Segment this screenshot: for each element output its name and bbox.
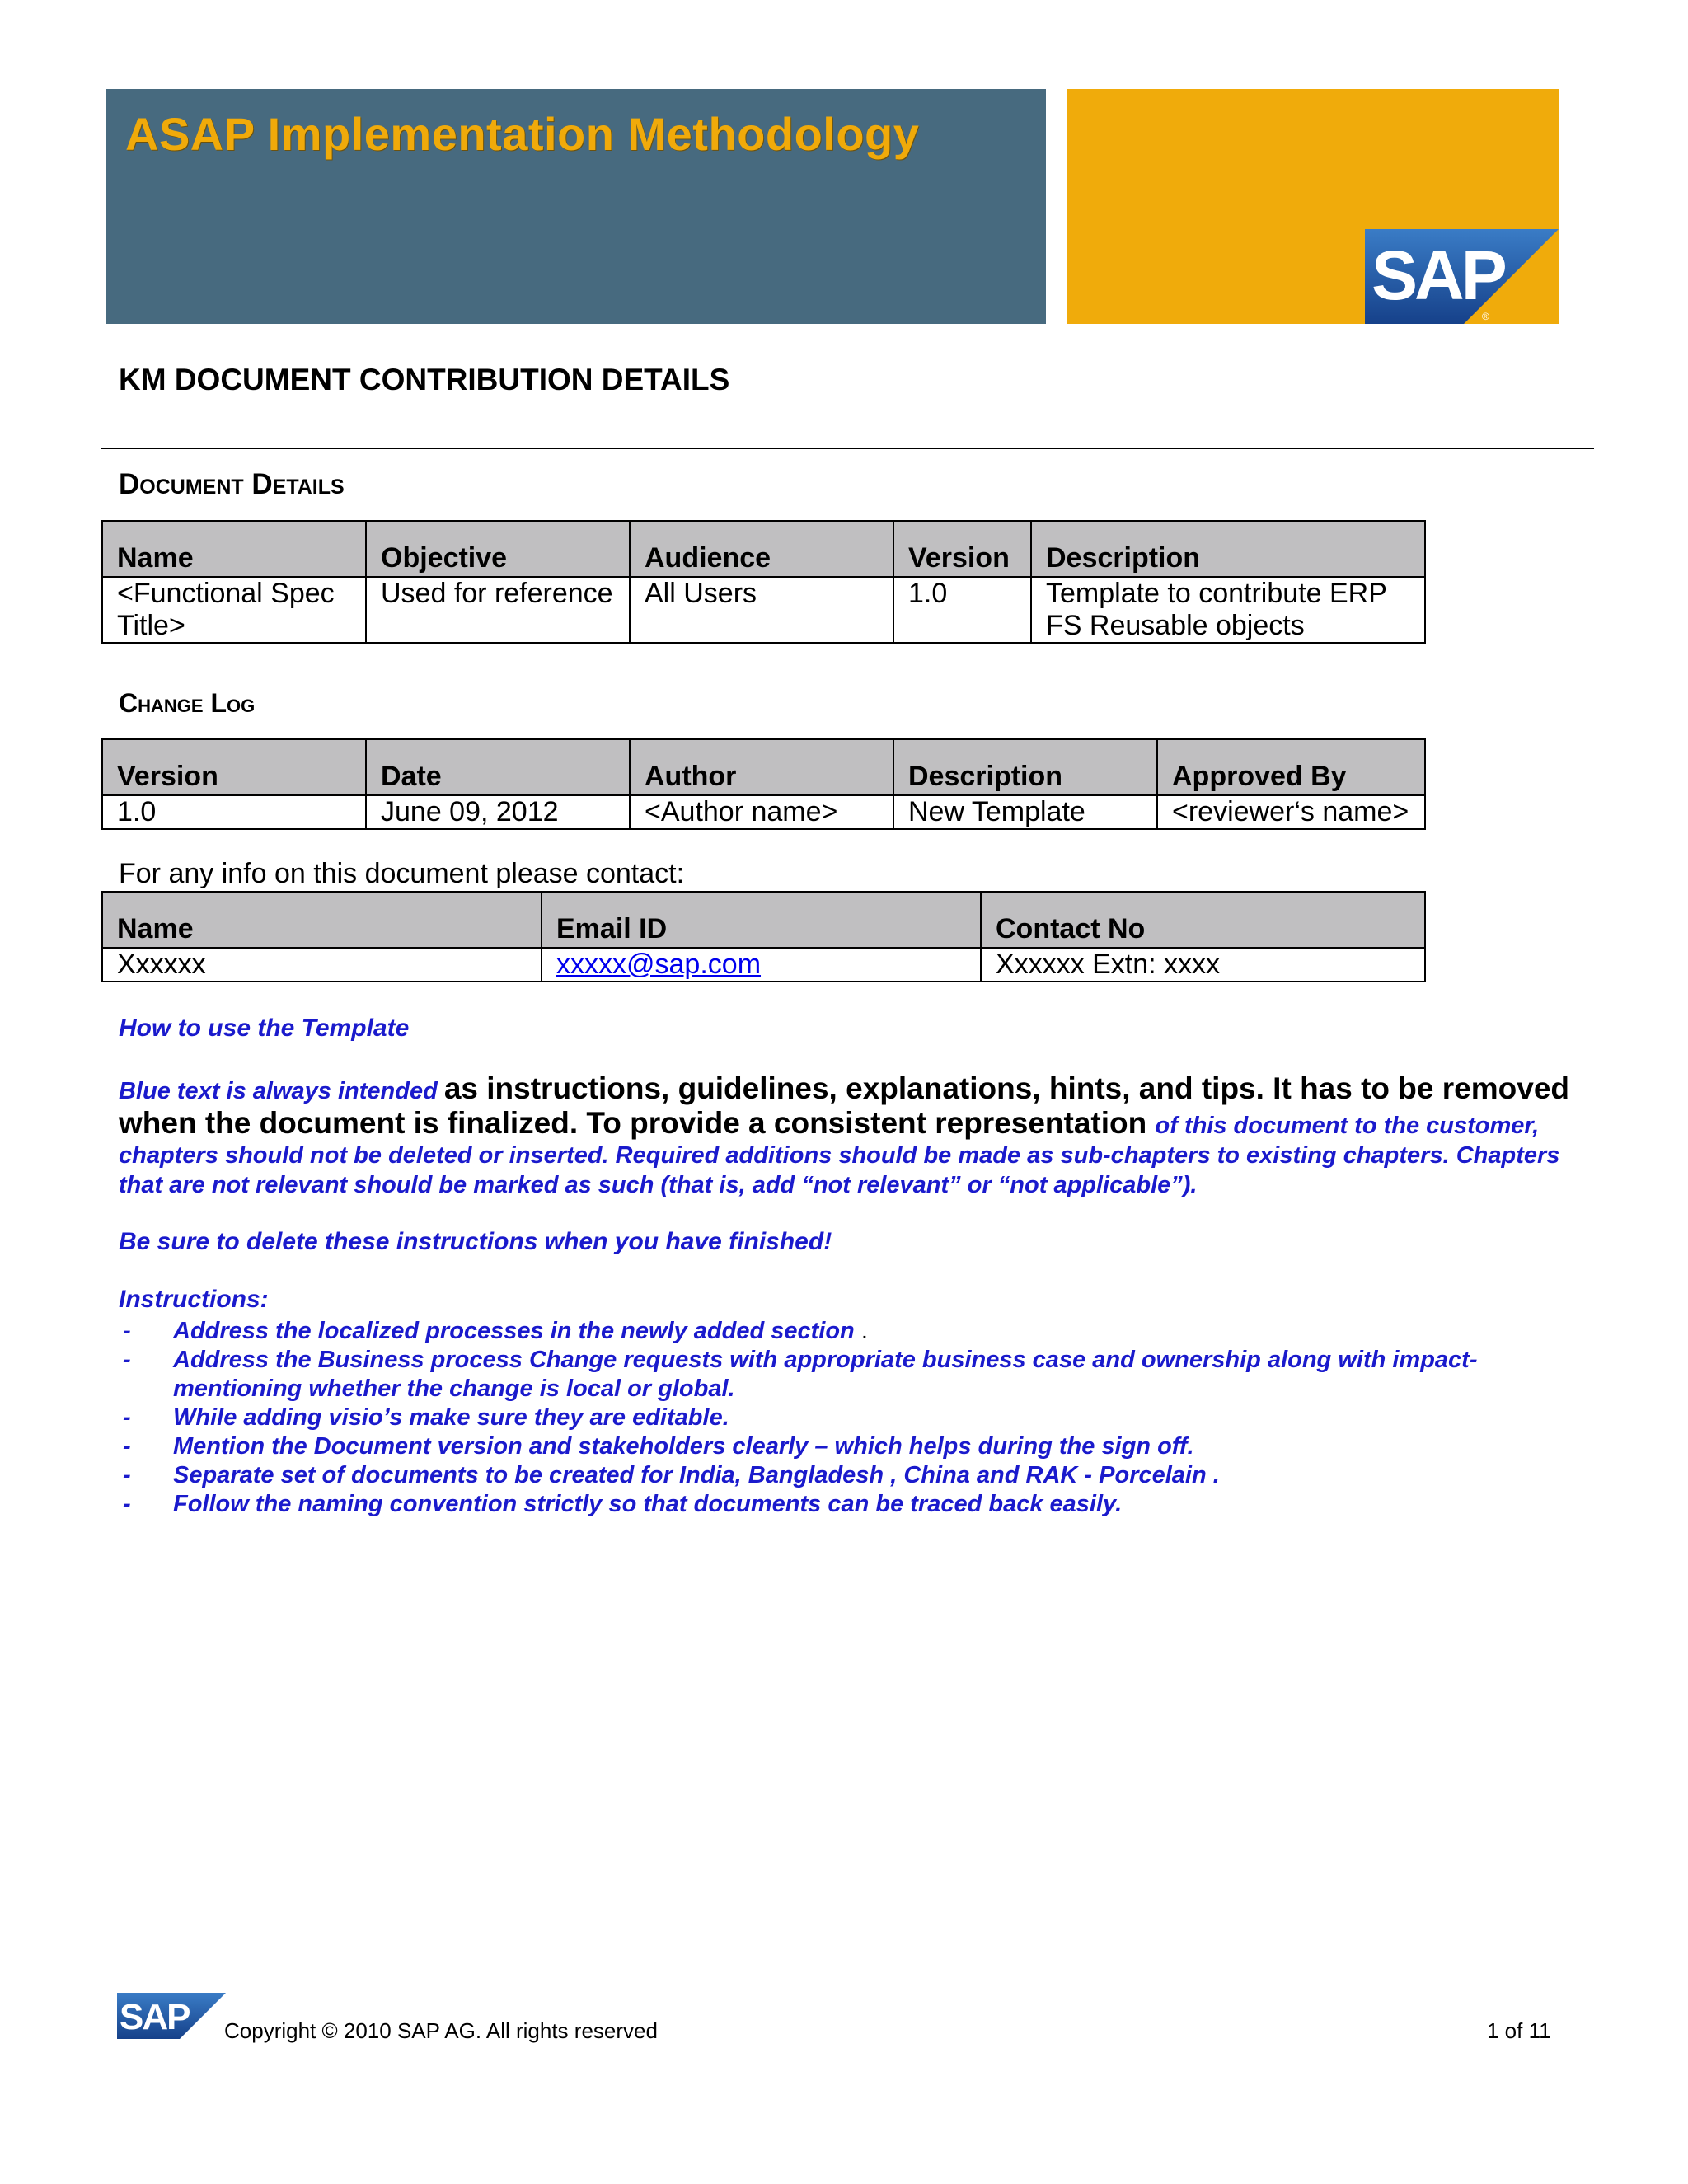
table-cell [542, 948, 981, 982]
table-cell: Template to contribute ERP FS Reusable objects [1031, 577, 1425, 643]
banner-title: ASAP Implementation Methodology [125, 108, 920, 160]
table-cell: <Functional Spec Title> [102, 577, 366, 643]
page-number: 1 of 11 [1487, 2018, 1551, 2043]
column-header: Contact No [981, 892, 1425, 948]
column-header: Name [102, 892, 542, 948]
document-details-table [101, 520, 1426, 644]
list-item: - Separate set of documents to be created for India, Bangladesh , China and RAK - Porcelain . [123, 1462, 1220, 1488]
sap-logo-text: SAP [1372, 237, 1504, 314]
table-header-row [102, 892, 1425, 948]
table-cell: <reviewer‘s name> [1157, 795, 1425, 829]
sap-logo [1365, 229, 1559, 324]
list-item: - Address the localized processes in the newly added section . [123, 1318, 868, 1344]
page-title: KM DOCUMENT CONTRIBUTION DETAILS [119, 363, 730, 396]
how-to-heading: How to use the Template [119, 1015, 410, 1042]
table-cell: <Author name> [630, 795, 893, 829]
divider [101, 448, 1594, 449]
copyright-text: Copyright © 2010 SAP AG. All rights reserved [224, 2018, 658, 2043]
paragraph-blue-text: Blue text is always intended [119, 1078, 444, 1104]
table-cell: New Template [893, 795, 1157, 829]
list-item: - Address the Business process Change requests with appropriate business case and ownership along with impact- mentioning whether the change is local or global. [123, 1347, 1478, 1402]
column-header: Approved By [1157, 739, 1425, 795]
table-cell: All Users [630, 577, 893, 643]
instruction-paragraph [119, 1071, 1586, 1200]
column-header: Audience [630, 521, 893, 577]
column-header: Objective [366, 521, 630, 577]
instructions-label: Instructions: [119, 1286, 269, 1313]
table-cell: 1.0 [893, 577, 1031, 643]
paragraph-black-text: as instructions, guidelines, explanations, hints, and tips. It has to be removed when the document is finalized. To provide a consistent representation [119, 1071, 1569, 1140]
change-log-table [101, 738, 1426, 830]
table-cell: 1.0 [102, 795, 366, 829]
column-header: Author [630, 739, 893, 795]
column-header: Description [1031, 521, 1425, 577]
instructions-list [119, 1317, 1569, 1519]
table-row [102, 948, 1425, 982]
column-header: Name [102, 521, 366, 577]
table-row [102, 577, 1425, 643]
table-cell: June 09, 2012 [366, 795, 630, 829]
table-cell: Xxxxxx Extn: xxxx [981, 948, 1425, 982]
table-header-row [102, 521, 1425, 577]
table-cell: Used for reference [366, 577, 630, 643]
column-header: Date [366, 739, 630, 795]
column-header: Email ID [542, 892, 981, 948]
contact-table [101, 891, 1426, 982]
column-header: Version [102, 739, 366, 795]
list-item: - Follow the naming convention strictly so that documents can be traced back easily. [123, 1491, 1123, 1517]
footer-logo-text: SAP [120, 1997, 190, 2037]
document-details-heading: Document Details [119, 468, 345, 500]
list-item: - Mention the Document version and stakeholders clearly – which helps during the sign off. [123, 1433, 1194, 1460]
paragraph-blue-text: of this document to the customer, chapters should not be deleted or inserted. Required additions should be made as sub-chapters to existing chapters. Chapters that are not relevant should be marked as such (that is, add “not relevant” or “not applicable”). [119, 1113, 1560, 1198]
column-header: Description [893, 739, 1157, 795]
table-row [102, 795, 1425, 829]
table-header-row [102, 739, 1425, 795]
delete-reminder: Be sure to delete these instructions when you have finished! [119, 1228, 832, 1255]
table-cell: Xxxxxx [102, 948, 542, 982]
list-item: - While adding visio’s make sure they are editable. [123, 1404, 729, 1431]
footer-sap-logo [117, 1993, 226, 2039]
svg-text:®: ® [1482, 311, 1489, 322]
change-log-heading: Change Log [119, 688, 256, 718]
email-link[interactable]: xxxxx@sap.com [556, 949, 762, 980]
contact-intro: For any info on this document please contact: [119, 858, 685, 889]
column-header: Version [893, 521, 1031, 577]
